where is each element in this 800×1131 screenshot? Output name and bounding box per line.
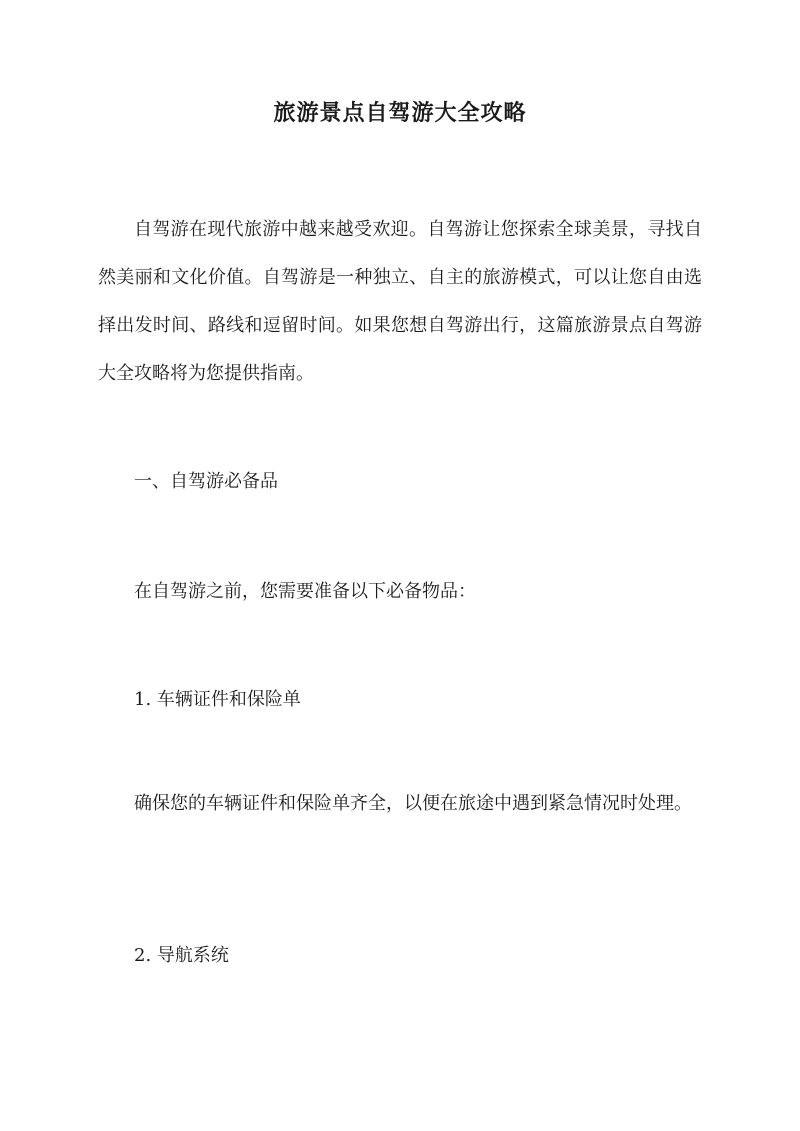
list-item-heading: 1. 车辆证件和保险单	[134, 689, 301, 710]
document-title: 旅游景点自驾游大全攻略	[273, 100, 527, 126]
body-paragraph: 确保您的车辆证件和保险单齐全，以便在旅途中遇到紧急情况时处理。	[134, 793, 692, 814]
intro-paragraph: 自驾游在现代旅游中越来越受欢迎。自驾游让您探索全球美景，寻找自然美丽和文化价值。自驾游是一种独立、自主的旅游模式，可以让您自由选择出发时间、路线和逗留时间。如果您想自驾游出行，这篇旅游景点自驾游大全攻略将为您提供指南。	[98, 219, 702, 384]
body-paragraph: 在自驾游之前，您需要准备以下必备物品：	[134, 581, 476, 602]
list-item-heading: 2. 导航系统	[134, 945, 229, 966]
section-heading: 一、自驾游必备品	[134, 471, 278, 492]
